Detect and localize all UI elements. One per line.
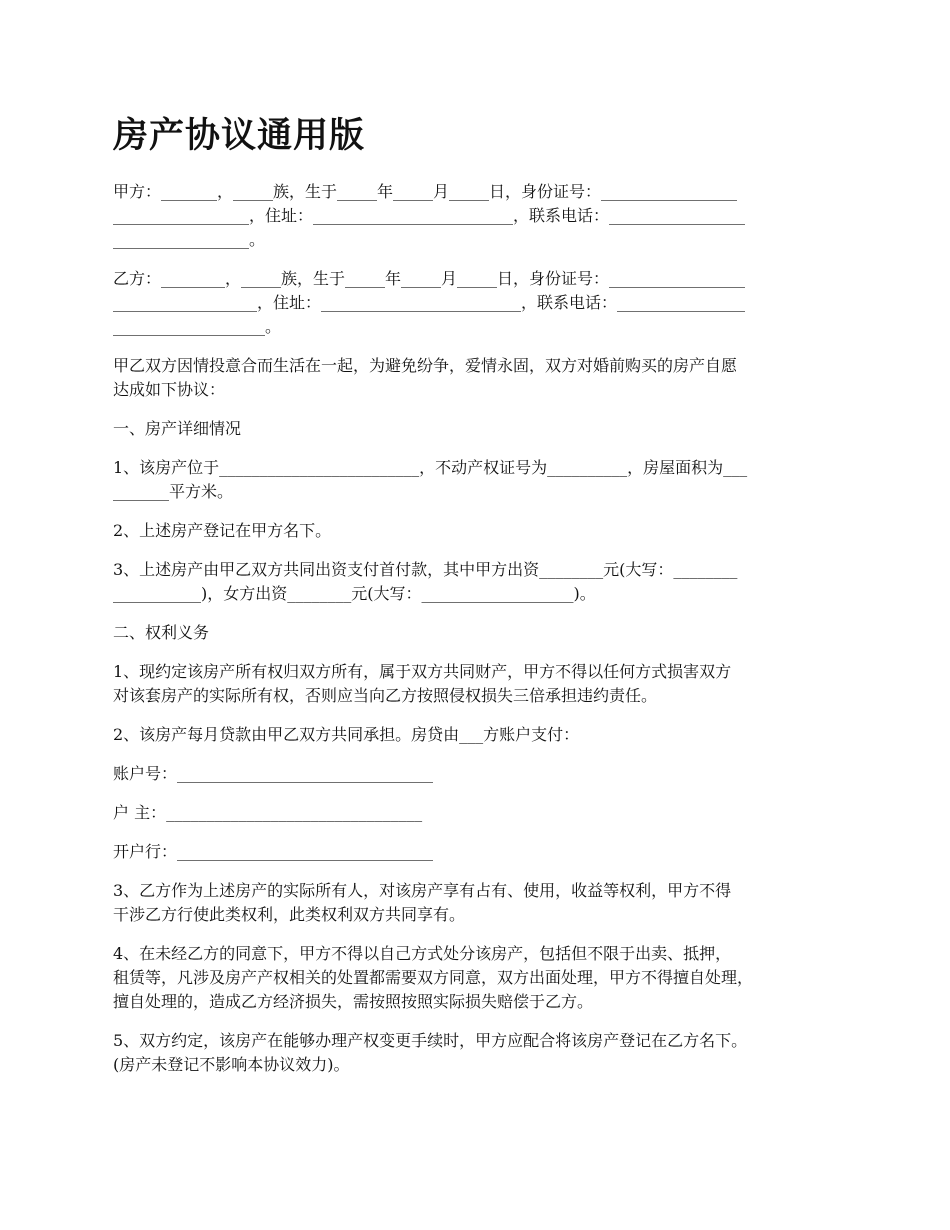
section-heading-property-details: 一、房产详细情况	[113, 419, 242, 438]
account-number-line: 账户号：________________________________	[113, 764, 434, 783]
clause-2-4: 4、在未经乙方的同意下，甲方不得以自己方式处分该房产，包括但不限于出卖、抵押， 租赁等，凡涉及房产产权相关的处置都需要双方同意，双方出面处理，甲方不得擅自处理， 擅自处理的，造成乙方经济损失，需按照按照实际损失赔偿于乙方。	[113, 944, 754, 1011]
document-body	[113, 112, 843, 1092]
clause-1-2: 2、上述房产登记在甲方名下。	[113, 521, 332, 540]
clause-1-3: 3、上述房产由甲乙双方共同出资支付首付款，其中甲方出资________元(大写：________ ___________)，女方出资________元(大写：___________________)。	[113, 560, 738, 603]
account-holder-line: 户 主：________________________________	[113, 803, 423, 822]
clause-2-2: 2、该房产每月贷款由甲乙双方共同承担。房贷由___方账户支付：	[113, 725, 580, 744]
party-b-info: 乙方：________，_____族，生于_____年_____月_____日，身份证号：_________________ __________________，住址：_________________________，联系电话：________________ ___________________。	[113, 269, 746, 336]
bank-branch-line: 开户行：________________________________	[113, 842, 434, 861]
clause-1-1: 1、该房产位于_________________________，不动产权证号为__________，房屋面积为___ _______平方米。	[113, 458, 748, 501]
clause-2-1: 1、现约定该房产所有权归双方所有，属于双方共同财产，甲方不得以任何方式损害双方 对该套房产的实际所有权，否则应当向乙方按照侵权损失三倍承担违约责任。	[113, 662, 732, 705]
document-title: 房产协议通用版	[113, 115, 366, 156]
clause-2-3: 3、乙方作为上述房产的实际所有人，对该房产享有占有、使用，收益等权利，甲方不得 干涉乙方行使此类权利，此类权利双方共同享有。	[113, 881, 732, 924]
section-heading-rights-obligations: 二、权利义务	[113, 623, 210, 642]
preamble: 甲乙双方因情投意合而生活在一起，为避免纷争，爱情永固，双方对婚前购买的房产自愿 达成如下协议：	[113, 356, 738, 399]
clause-2-5: 5、双方约定，该房产在能够办理产权变更手续时，甲方应配合将该房产登记在乙方名下。 (房产未登记不影响本协议效力)。	[113, 1031, 748, 1074]
party-a-info: 甲方：_______，_____族，生于_____年_____月_____日，身份证号：_________________ _________________，住址：_________________________，联系电话：_________________ _________________。	[113, 182, 746, 249]
